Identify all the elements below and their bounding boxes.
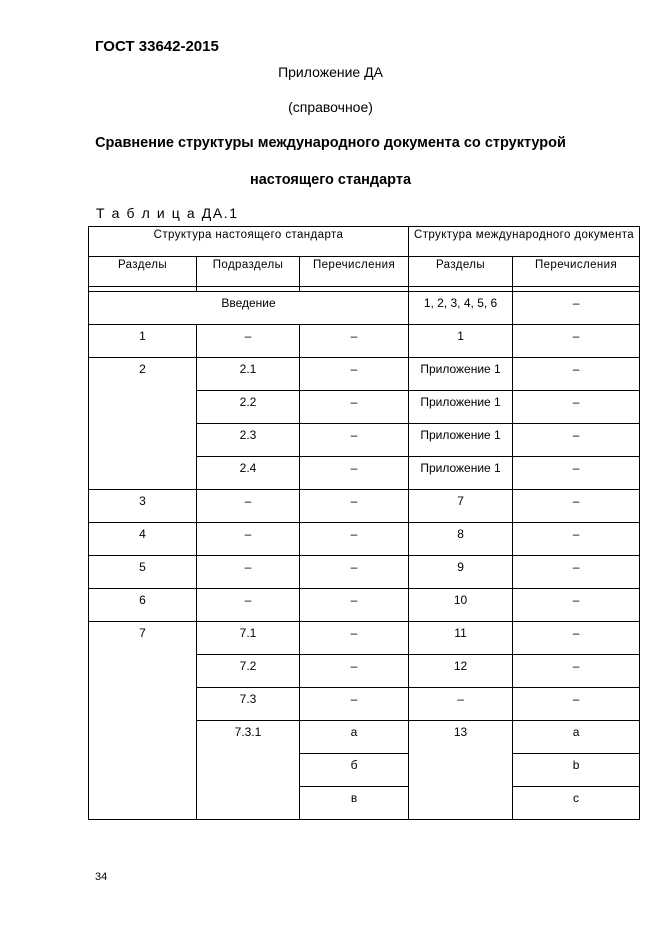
table-cell: – <box>513 358 640 391</box>
table-row <box>89 589 640 622</box>
table-cell: b <box>513 754 640 787</box>
table-cell: 7.2 <box>197 655 300 688</box>
table-cell: 1, 2, 3, 4, 5, 6 <box>409 292 513 325</box>
column-header: Разделы <box>89 257 197 287</box>
table-row <box>89 325 640 358</box>
document-code: ГОСТ 33642-2015 <box>95 38 219 55</box>
table-cell: 6 <box>89 589 197 622</box>
table-cell: – <box>300 424 409 457</box>
table-cell: 2.1 <box>197 358 300 391</box>
table-cell: в <box>300 787 409 820</box>
table-cell: 3 <box>89 490 197 523</box>
table-cell: 8 <box>409 523 513 556</box>
table-cell: – <box>513 292 640 325</box>
table-row <box>89 490 640 523</box>
table-cell: – <box>513 391 640 424</box>
table-cell: – <box>513 523 640 556</box>
table-cell: – <box>197 589 300 622</box>
table-cell: – <box>513 622 640 655</box>
table-row <box>89 523 640 556</box>
table-cell: – <box>300 523 409 556</box>
table-cell: – <box>513 556 640 589</box>
table-cell: a <box>513 721 640 754</box>
table-group-header-row <box>89 227 640 257</box>
group-header-national: Структура настоящего стандарта <box>89 227 409 257</box>
table-cell: б <box>300 754 409 787</box>
table-cell: 5 <box>89 556 197 589</box>
comparison-table <box>88 226 640 820</box>
table-cell: 4 <box>89 523 197 556</box>
table-cell: – <box>513 424 640 457</box>
table-cell: 12 <box>409 655 513 688</box>
table-cell: 1 <box>409 325 513 358</box>
table-cell: Приложение 1 <box>409 358 513 391</box>
table-cell: – <box>513 688 640 721</box>
table-cell: Приложение 1 <box>409 424 513 457</box>
table-cell: – <box>513 655 640 688</box>
table-cell: – <box>300 589 409 622</box>
table-cell: – <box>300 688 409 721</box>
table-cell: 7.3 <box>197 688 300 721</box>
column-header: Перечисления <box>513 257 640 287</box>
table-cell: 10 <box>409 589 513 622</box>
table-cell: 11 <box>409 622 513 655</box>
table-cell: 2 <box>89 358 197 490</box>
table-cell: – <box>300 391 409 424</box>
table-row <box>89 292 640 325</box>
table-cell: – <box>300 655 409 688</box>
table-cell: – <box>300 622 409 655</box>
table-cell: – <box>300 358 409 391</box>
table-cell: 2.2 <box>197 391 300 424</box>
table-cell: – <box>513 589 640 622</box>
table-column-header-row <box>89 257 640 287</box>
table-cell: – <box>409 688 513 721</box>
group-header-international: Структура международного документа <box>409 227 640 257</box>
table-cell: 9 <box>409 556 513 589</box>
table-cell: а <box>300 721 409 754</box>
table-cell: 2.3 <box>197 424 300 457</box>
appendix-status: (справочное) <box>288 99 373 115</box>
table-cell: – <box>300 490 409 523</box>
table-cell: – <box>513 325 640 358</box>
table-cell: – <box>197 490 300 523</box>
table-row <box>89 358 640 391</box>
table-cell: Приложение 1 <box>409 457 513 490</box>
table-cell: – <box>197 556 300 589</box>
table-cell: 13 <box>409 721 513 820</box>
column-header: Перечисления <box>300 257 409 287</box>
table-cell: 7 <box>409 490 513 523</box>
table-cell: 7.3.1 <box>197 721 300 820</box>
table-cell: – <box>513 457 640 490</box>
page-number: 34 <box>95 871 108 883</box>
table-cell: c <box>513 787 640 820</box>
table-row <box>89 556 640 589</box>
table-cell: – <box>300 556 409 589</box>
table-cell: – <box>197 325 300 358</box>
table-cell: Введение <box>89 292 409 325</box>
table-cell: Приложение 1 <box>409 391 513 424</box>
table-cell: 1 <box>89 325 197 358</box>
appendix-title: Приложение ДА <box>278 64 383 80</box>
heading-line-2: настоящего стандарта <box>249 172 412 188</box>
table-cell: 2.4 <box>197 457 300 490</box>
table-caption: Т а б л и ц а ДА.1 <box>96 205 239 221</box>
column-header: Разделы <box>409 257 513 287</box>
table-cell: 7.1 <box>197 622 300 655</box>
column-header: Подразделы <box>197 257 300 287</box>
table-cell: – <box>197 523 300 556</box>
table-cell: – <box>513 490 640 523</box>
heading-line-1: Сравнение структуры международного документа со структурой <box>95 135 566 151</box>
table-cell: – <box>300 457 409 490</box>
table-cell: 7 <box>89 622 197 820</box>
table-row <box>89 622 640 655</box>
table-cell: – <box>300 325 409 358</box>
